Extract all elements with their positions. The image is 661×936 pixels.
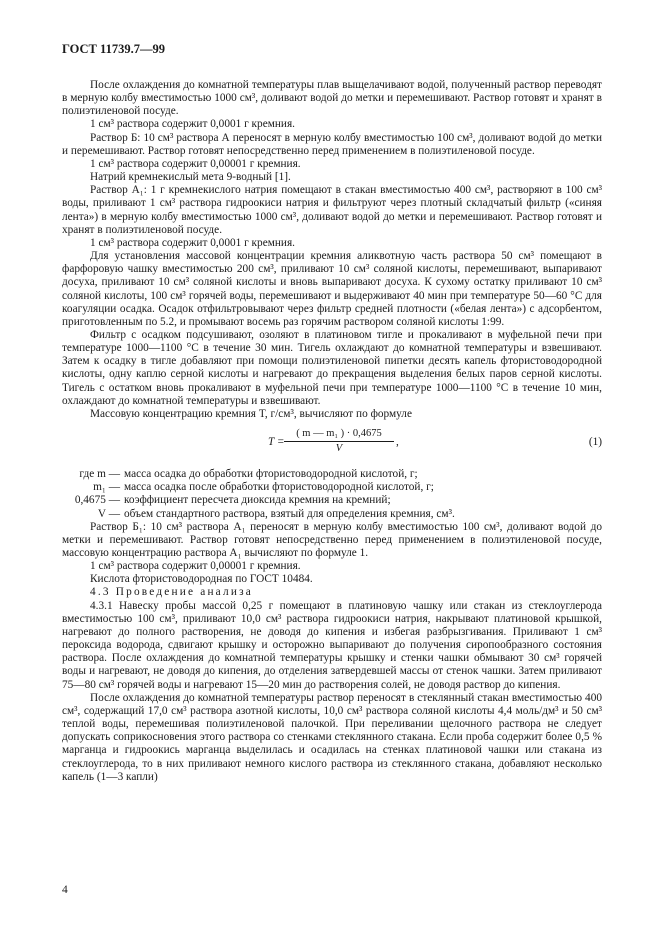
formula-fraction (284, 427, 394, 455)
where-symbol: 0,4675 — (74, 494, 120, 507)
section-heading: 4.3 Проведение анализа (90, 586, 253, 599)
where-description: масса осадка до обработки фтористоводородной кислотой, г; (124, 468, 418, 481)
paragraph: 1 см³ раствора содержит 0,0001 г кремния. (90, 118, 295, 131)
where-symbol: V — (97, 507, 120, 520)
formula-number: (1) (588, 436, 602, 449)
paragraph: После охлаждения до комнатной температуры плав выщелачивают водой, полученный раствор переводят в мерную колбу вместимостью 1000 см³, доливают водой до метки и перемешивают. Раствор готовят и хранят в полиэтиленовой посуде. (62, 79, 602, 118)
paragraph: 1 см³ раствора содержит 0,00001 г кремния. (90, 157, 301, 170)
where-item (62, 481, 602, 494)
where-description: коэффициент пересчета диоксида кремния на кремний; (124, 494, 391, 507)
paragraph: Для установления массовой концентрации кремния аликвотную часть раствора 50 см³ помещают в фарфоровую чашку вместимостью 200 см³, приливают 10 см³ соляной кислоты, перемешивают, выпаривают досуха, приливают 10 см³ соляной кислоты и вновь выпаривают досуха. К сухому остатку приливают 10 см³ соляной кислоты, 100 см³ горячей воды, перемешивают и выдерживают 40 мин при температуре 50—60 °С для коагуляции осадка. Осадок отфильтровывают через фильтр средней плотности («белая лента») с адсорбентом, приготовленным по 5.2, и промывают восемь раз горячим раствором соляной кислоты 1:99. (62, 250, 602, 328)
where-description: масса осадка после обработки фтористоводородной кислотой, г; (124, 481, 434, 494)
where-list (62, 468, 602, 521)
paragraph: Раствор А₁: 1 г кремнекислого натрия помещают в стакан вместимостью 400 см³, растворяют в 100 см³ воды, приливают 1 см³ раствора гидроокиси натрия и фильтруют через плотный складчатый фильтр («синяя лента») в мерную колбу вместимостью 1000 см³, доливают водой до метки и перемешивают. Раствор готовят и хранят в полиэтиленовой посуде. (62, 184, 602, 236)
paragraph: 1 см³ раствора содержит 0,0001 г кремния. (90, 236, 295, 249)
document-body (62, 79, 602, 784)
where-item (62, 494, 602, 507)
paragraph: Массовую концентрацию кремния T, г/см³, вычисляют по формуле (90, 407, 412, 420)
where-symbol: m₁ — (93, 481, 120, 494)
formula-lhs: T = (268, 436, 285, 449)
formula-numerator: ( m — m₁ ) · 0,4675 (284, 427, 394, 442)
paragraph: 1 см³ раствора содержит 0,00001 г кремния. (90, 560, 301, 573)
paragraph: Фильтр с осадком подсушивают, озоляют в платиновом тигле и прокаливают в муфельной печи при температуре 1000—1100 °С в течение 30 мин. Тигель охлаждают до комнатной температуры и взвешивают. Затем к осадку в тигле добавляют при помощи полиэтиленовой пипетки десять капель фтористоводородной кислоты, одну каплю серной кислоты и нагревают до прекращения выделения белых паров серной кислоты. Тигель с остатком вновь прокаливают в муфельной печи при температуре 1000—1100 °С в течение 10 мин, охлаждают до комнатной температуры и взвешивают. (62, 328, 602, 407)
paragraph: Раствор Б₁: 10 см³ раствора А₁ переносят в мерную колбу вместимостью 100 см³, доливают водой до метки и перемешивают. Раствор готовят непосредственно перед применением в полиэтиленовой посуде, массовую концентрацию раствора А₁ вычисляют по формуле 1. (62, 520, 602, 559)
formula-denominator: V (335, 443, 343, 455)
where-item (62, 508, 602, 521)
formula-1 (62, 424, 602, 464)
paragraph: После охлаждения до комнатной температуры раствор переносят в стеклянный стакан вместимостью 400 см³, содержащий 17,0 см³ раствора азотной кислоты, 10,0 см³ раствора соляной кислоты 4,4 моль/дм³ и 50 см³ теплой воды, перемешивая полиэтиленовой палочкой. При переливании щелочного раствора не следует допускать соприкосновения этого раствора со стенками стеклянного стакана. Если проба содержит более 0,5 % марганца и гидроокись марганца выделилась и осадилась на стенках платиновой чашки или стакана из стеклоуглерода, то в них приливают немного кислого раствора из стеклянного стакана, добавляют несколько капель (1—3 капли) (62, 691, 602, 783)
where-item (62, 468, 602, 481)
where-symbol: где m — (79, 468, 120, 481)
document-header: ГОСТ 11739.7—99 (62, 42, 165, 56)
formula-comma: , (396, 436, 399, 449)
where-description: объем стандартного раствора, взятый для определения кремния, см³. (124, 507, 455, 520)
paragraph: Кислота фтористоводородная по ГОСТ 10484. (90, 573, 313, 586)
paragraph: Натрий кремнекислый мета 9-водный [1]. (90, 171, 291, 184)
paragraph: 4.3.1 Навеску пробы массой 0,25 г помещают в платиновую чашку или стакан из стеклоуглерода вместимостью 100 см³, приливают 10,0 см³ раствора гидроокиси натрия, накрывают платиновой крышкой, нагревают до полного растворения, не доводя до кипения и избегая разбрызгивания. Приливают 1 см³ пероксида водорода, сдвигают крышку и осторожно выпаривают до получения сиропообразного состояния раствора. После охлаждения до комнатной температуры крышку и стенки чашки обмывают 30 см³ горячей воды и нагревают, не доводя до кипения, до отделения затвердевшей массы от стенок чашки. Затем приливают 75—80 см³ горячей воды и нагревают 15—20 мин до растворения солей, не доводя раствор до кипения. (62, 599, 602, 691)
page-number: 4 (62, 884, 68, 896)
paragraph: Раствор Б: 10 см³ раствора А переносят в мерную колбу вместимостью 100 см³, доливают водой до метки и перемешивают. Раствор готовят непосредственно перед применением в полиэтиленовой посуде. (62, 131, 602, 157)
